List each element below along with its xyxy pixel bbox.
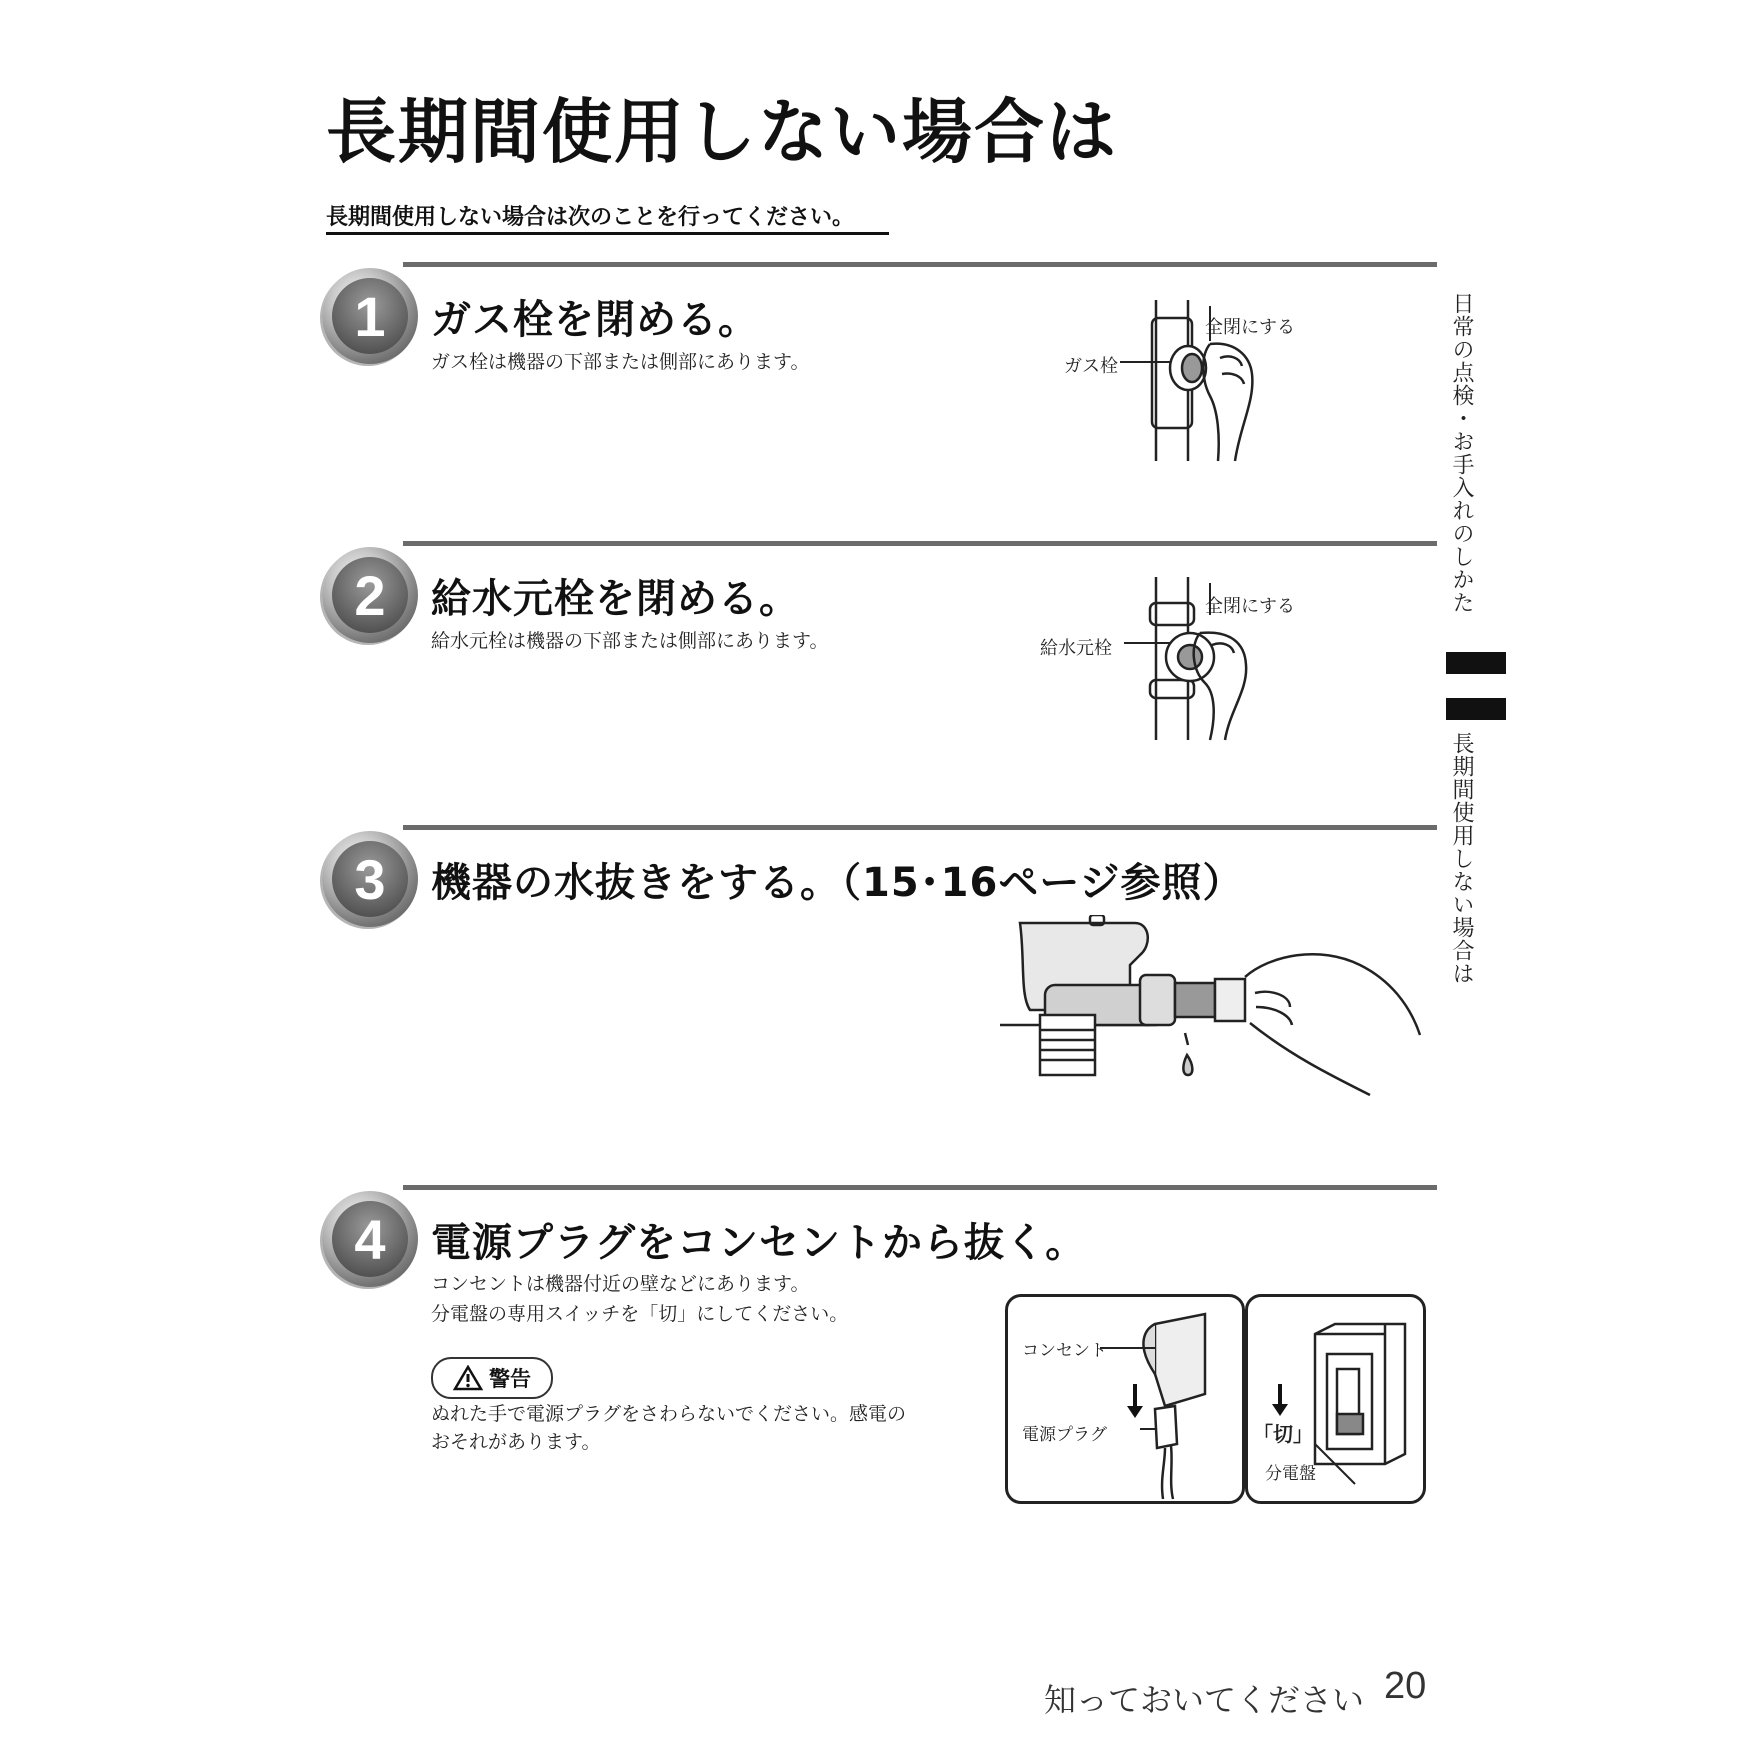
warning-badge <box>431 1357 553 1399</box>
footer-section-text: 知っておいてください <box>1044 1681 1365 1719</box>
step-3-rule <box>403 825 1437 830</box>
warning-text-2: おそれがあります。 <box>431 1431 601 1453</box>
warning-text-1: ぬれた手で電源プラグをさわらないでください。感電の <box>431 1403 907 1425</box>
outlet-illustration <box>1005 1294 1245 1504</box>
page-title: 長期間使用しない場合は <box>326 91 1118 173</box>
step-1-number: 1 <box>332 278 408 354</box>
step-2-number-badge <box>322 547 418 643</box>
step-4-heading: 電源プラグをコンセントから抜く。 <box>431 1220 1087 1266</box>
step-1-label-part: ガス栓 <box>1064 356 1118 377</box>
page-number: 20 <box>1384 1665 1427 1707</box>
side-tab-current: 長期間使用しない場合は <box>1449 732 1474 985</box>
step-4-desc-1: コンセントは機器付近の壁などにあります。 <box>431 1273 810 1295</box>
step-3-number-badge <box>322 831 418 927</box>
step-2-number: 2 <box>332 557 408 633</box>
side-tab-bar-top <box>1446 652 1506 674</box>
step-3-heading: 機器の水抜きをする。（15･16ページ参照） <box>431 860 1244 906</box>
warning-label: 警告 <box>489 1367 531 1391</box>
step-2-label-part: 給水元栓 <box>1040 638 1112 659</box>
step-1-rule <box>403 262 1437 267</box>
step-2-rule <box>403 541 1437 546</box>
drain-plug-illustration <box>1000 915 1425 1115</box>
step-2-desc: 給水元栓は機器の下部または側部にあります。 <box>431 630 829 652</box>
step-1-desc: ガス栓は機器の下部または側部にあります。 <box>431 351 810 373</box>
intro-text: 長期間使用しない場合は次のことを行ってください。 <box>326 205 855 230</box>
step-3-number: 3 <box>332 841 408 917</box>
side-tab-section: 日常の点検・お手入れのしかた <box>1449 292 1474 614</box>
step-1-label-close: 全閉にする <box>1205 317 1295 338</box>
outlet-label: コンセント <box>1022 1341 1107 1361</box>
warning-triangle-icon <box>453 1365 483 1391</box>
step-4-number: 4 <box>332 1201 408 1277</box>
plug-label: 電源プラグ <box>1022 1425 1107 1445</box>
side-tab-bar-bottom <box>1446 698 1506 720</box>
step-4-desc-2: 分電盤の専用スイッチを「切」にしてください。 <box>431 1303 849 1325</box>
breaker-panel-label: 分電盤 <box>1265 1464 1316 1484</box>
step-4-rule <box>403 1185 1437 1190</box>
off-label: 「切」 <box>1253 1422 1313 1446</box>
step-1-number-badge <box>322 268 418 364</box>
step-2-label-close: 全閉にする <box>1205 596 1295 617</box>
step-2-heading: 給水元栓を閉める。 <box>431 576 800 622</box>
step-1-heading: ガス栓を閉める。 <box>431 297 759 343</box>
intro-underline <box>326 232 889 235</box>
step-4-number-badge <box>322 1191 418 1287</box>
